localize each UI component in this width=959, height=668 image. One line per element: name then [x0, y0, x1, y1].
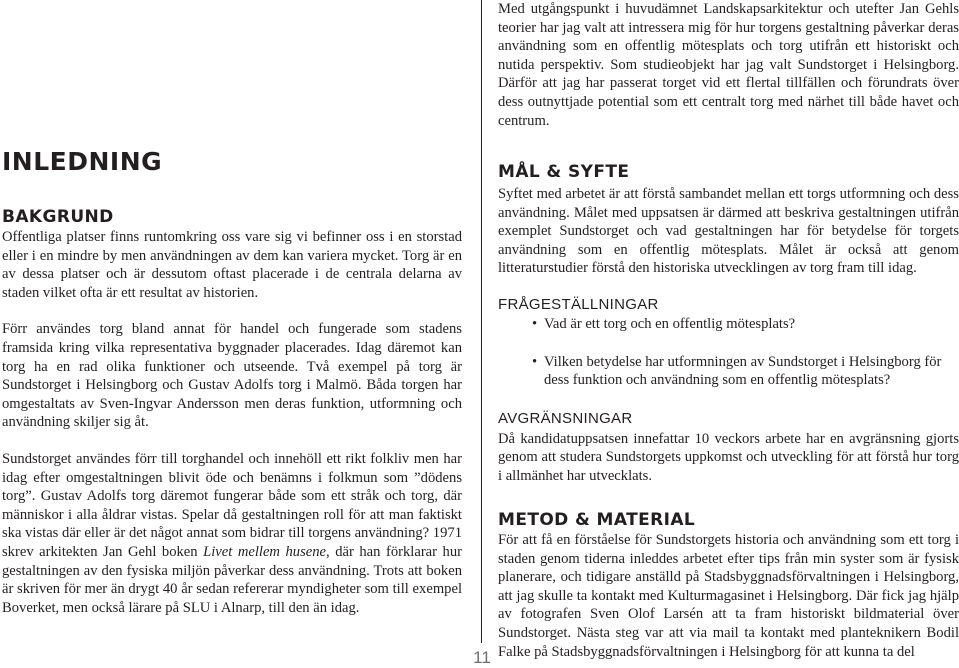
bakgrund-section: [2, 207, 462, 617]
page-number: 11: [473, 648, 491, 667]
question-text-2: Vilken betydelse har utformningen av Sundstorget i Helsingborg för dess funktion och användning som en offentlig mötesplats?: [544, 353, 942, 389]
metod-paragraph: För att få en förståelse för Sundstorgets historia och användning som ett torg i staden genom tiderna inleddes arbetet efter tips från min syster som är fysisk planerare, och tidigare anställd på Stadsbyggnadsförvaltningen i Helsingborg, att jag skulle ta kontakt med Kulturmagasinet i Helsingborg. Där fick jag hjälp av fotografen Sven Olof Larsén att ta fram historiskt bildmaterial över Sundstorget. Nästa steg var att via mail ta kontakt med planteknikern Bodil Falke på Stadsbyggnadsförvaltningen i Helsingborg för att kunna ta del: [498, 532, 959, 660]
metod-heading: METOD & MATERIAL: [498, 510, 696, 530]
column-divider: [481, 0, 482, 643]
bullet-icon: •: [532, 315, 538, 332]
question-item-1: [498, 315, 959, 334]
bakgrund-paragraph-3-text: Sundstorget användes förr till torghandel och innehöll ett rikt folkliv men har idag efter omgestaltningen blivit öde och benämns i folkmun som ”dödens torg”. Gustav Adolfs torg däremot fungerar både som ett stråk och torg, där människor i alla åldrar vistas. Spelar då gestaltningen roll för att man faktiskt ska vistas där eller är det något annat som bidrar till torgens användning? 1971 skrev arkitekten Jan Gehl boken: [2, 450, 462, 560]
bakgrund-paragraph-3: [2, 450, 462, 617]
bakgrund-paragraph-1: Offentliga platser finns runtomkring oss vare sig vi befinner oss i en storstad eller i en mindre by men användningen av dem kan variera mycket. Torg är en av dessa platser och är dessutom oftast placerade i de centrala delarna av staden vilket ofta är ett resultat av historien.: [2, 229, 462, 301]
intro-block: [498, 0, 959, 130]
bakgrund-paragraph-3-end: där han förklarar hur gestaltningen av den fysiska miljön påverkar dess användning. Trots att boken är skriven för mer än drygt 40 år sedan refererar myndigheter som till exempel Boverket, men också lärare på SLU i Alnarp, till den än idag.: [2, 543, 462, 616]
mal-syfte-section: [498, 162, 959, 486]
avgransningar-heading: AVGRÄNSNINGAR: [498, 409, 633, 427]
bakgrund-heading: BAKGRUND: [2, 207, 114, 227]
fragestallningar-heading: FRÅGESTÄLLNINGAR: [498, 295, 659, 313]
inledning-section: [2, 147, 462, 177]
bullet-icon: •: [532, 353, 538, 370]
avgransningar-paragraph: Då kandidatuppsatsen innefattar 10 veckors arbete har en avgränsning gjorts genom att studera Sundstorgets uppkomst och utveckling för att förstå hur torg i allmänhet har utvecklats.: [498, 430, 959, 484]
bakgrund-paragraph-2: Förr användes torg bland annat för handel och fungerade som stadens framsida kring vilka representativa byggnader placerades. Idag däremot kan torg ha en rad olika funktioner och utseende. Två exempel på torg är Sundstorget i Helsingborg och Gustav Adolfs torg i Malmö. Båda torgen har omgestaltats av Sven-Ingvar Andersson men deras funktion, utformning och användning skiljer sig åt.: [2, 321, 462, 431]
question-text-1: Vad är ett torg och en offentlig mötesplats?: [544, 315, 796, 332]
intro-paragraph: Med utgångspunkt i huvudämnet Landskapsarkitektur och utefter Jan Gehls teorier har jag valt att intressera mig för hur torgens gestaltning påverkar deras användning som en offentlig mötesplats och torg utifrån ett historiskt och nutida perspektiv. Som studieobjekt har jag valt Sundstorget i Helsingborg. Därför att jag har passerat torget vid ett flertal tillfällen och förundrats över dess outnyttjade potential som ett centralt torg med närhet till både havet och centrum.: [498, 1, 959, 129]
mal-syfte-paragraph: Syftet med arbetet är att förstå sambandet mellan ett torgs utformning och dess användning. Målet med uppsatsen är därmed att beskriva gestaltningen utifrån exemplet Sundstorget och vad gestaltningen har för betydelse för torgets användning som en offentlig mötesplats. Målet är också att genom litteraturstudier förstå den historiska utvecklingen av torg fram till idag.: [498, 186, 959, 277]
mal-syfte-heading: MÅL & SYFTE: [498, 162, 630, 182]
book-title: Livet mellem husene,: [203, 543, 330, 560]
question-item-2: [498, 353, 959, 390]
metod-section: [498, 510, 959, 661]
inledning-heading: INLEDNING: [2, 147, 163, 176]
